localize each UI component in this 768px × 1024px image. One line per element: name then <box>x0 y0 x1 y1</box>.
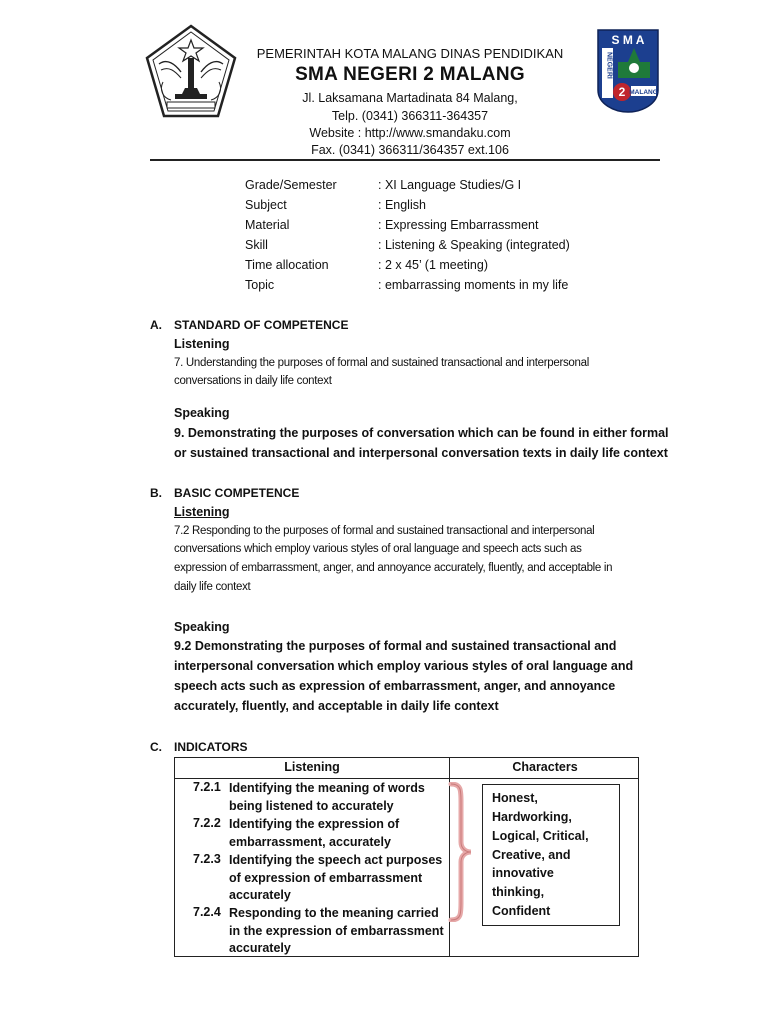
indicator-number: 7.2.2 <box>193 816 221 830</box>
section-c-letter: C. <box>150 740 162 754</box>
character-trait: Creative, and <box>492 848 571 862</box>
svg-text:S M A: S M A <box>611 33 645 47</box>
section-b-listening-line: expression of embarrassment, anger, and annoyance accurately, fluently, and acceptable in <box>174 562 613 574</box>
characters-column-header: Characters <box>512 760 578 774</box>
info-label: Grade/Semester <box>245 178 337 192</box>
info-value: : 2 x 45’ (1 meeting) <box>378 258 489 272</box>
section-a-listening-label: Listening <box>174 337 230 351</box>
govt-heading: PEMERINTAH KOTA MALANG DINAS PENDIDIKAN <box>256 46 564 61</box>
malang-city-emblem-icon <box>145 24 237 122</box>
section-a-speaking-line: 9. Demonstrating the purposes of conversation which can be found in either formal <box>174 426 669 440</box>
section-b-listening-line: conversations which employ various styles of oral language and speech acts such as <box>174 543 582 555</box>
svg-text:2: 2 <box>618 85 626 99</box>
info-value: : embarrassing moments in my life <box>378 278 569 292</box>
school-fax: Fax. (0341) 366311/364357 ext.106 <box>311 143 509 157</box>
section-b-speaking-line: speech acts such as expression of embarrassment, anger, and annoyance <box>174 679 616 693</box>
indicator-number: 7.2.3 <box>193 852 221 866</box>
indicator-text: Identifying the expression of <box>229 817 400 831</box>
section-c-title: INDICATORS <box>174 740 248 754</box>
character-trait: Logical, Critical, <box>492 829 589 843</box>
curly-brace-icon <box>447 782 475 922</box>
info-label: Time allocation <box>245 258 329 272</box>
info-value: : English <box>378 198 426 212</box>
section-b-listening-label: Listening <box>174 505 230 519</box>
indicators-table <box>174 757 639 957</box>
section-b-listening-line: daily life context <box>174 581 251 593</box>
section-a-title: STANDARD OF COMPETENCE <box>174 318 349 332</box>
indicator-number: 7.2.4 <box>193 905 221 919</box>
school-address: Jl. Laksamana Martadinata 84 Malang, <box>302 91 518 105</box>
character-trait: Confident <box>492 904 551 918</box>
info-value: : Listening & Speaking (integrated) <box>378 238 570 252</box>
header-divider <box>150 159 660 161</box>
section-b-letter: B. <box>150 486 162 500</box>
info-label: Material <box>245 218 290 232</box>
character-trait: Hardworking, <box>492 810 572 824</box>
section-a-speaking-label: Speaking <box>174 406 230 420</box>
section-b-speaking-line: 9.2 Demonstrating the purposes of formal and sustained transactional and <box>174 639 617 653</box>
svg-text:MALANG: MALANG <box>629 89 658 96</box>
svg-text:NEGERI: NEGERI <box>605 52 613 79</box>
section-a-speaking-line: or sustained transactional and interpersonal conversation texts in daily life context <box>174 446 668 460</box>
school-phone: Telp. (0341) 366311-364357 <box>331 109 489 123</box>
section-b-speaking-line: accurately, fluently, and acceptable in daily life context <box>174 699 499 713</box>
section-b-listening-line: 7.2 Responding to the purposes of formal and sustained transactional and interpersonal <box>174 525 595 537</box>
info-label: Skill <box>245 238 268 252</box>
section-a-listening-line: 7. Understanding the purposes of formal and sustained transactional and interpersonal <box>174 357 589 369</box>
section-b-title: BASIC COMPETENCE <box>174 486 300 500</box>
info-value: : XI Language Studies/G I <box>378 178 522 192</box>
sma-negeri-2-malang-emblem-icon <box>596 28 660 114</box>
indicator-text: being listened to accurately <box>229 799 394 813</box>
characters-box <box>482 784 620 926</box>
indicator-text: of expression of embarrassment <box>229 871 423 885</box>
indicator-text: accurately <box>229 888 291 902</box>
indicator-text: Identifying the speech act purposes <box>229 853 443 867</box>
section-b-speaking-label: Speaking <box>174 620 230 634</box>
indicator-text: Identifying the meaning of words <box>229 781 425 795</box>
indicator-text: Responding to the meaning carried <box>229 906 439 920</box>
indicator-text: accurately <box>229 941 291 955</box>
school-name: SMA NEGERI 2 MALANG <box>295 64 525 85</box>
listening-column-header: Listening <box>284 760 340 774</box>
character-trait: innovative <box>492 866 554 880</box>
table-header-divider <box>175 778 638 779</box>
indicator-text: embarrassment, accurately <box>229 835 391 849</box>
info-label: Topic <box>245 278 275 292</box>
section-a-letter: A. <box>150 318 162 332</box>
indicator-text: in the expression of embarrassment <box>229 924 444 938</box>
info-label: Subject <box>245 198 287 212</box>
character-trait: Honest, <box>492 791 538 805</box>
indicator-number: 7.2.1 <box>193 780 221 794</box>
info-value: : Expressing Embarrassment <box>378 218 539 232</box>
character-trait: thinking, <box>492 885 545 899</box>
section-a-listening-line: conversations in daily life context <box>174 375 332 387</box>
school-website: Website : http://www.smandaku.com <box>309 126 511 140</box>
section-b-speaking-line: interpersonal conversation which employ various styles of oral language and <box>174 659 634 673</box>
